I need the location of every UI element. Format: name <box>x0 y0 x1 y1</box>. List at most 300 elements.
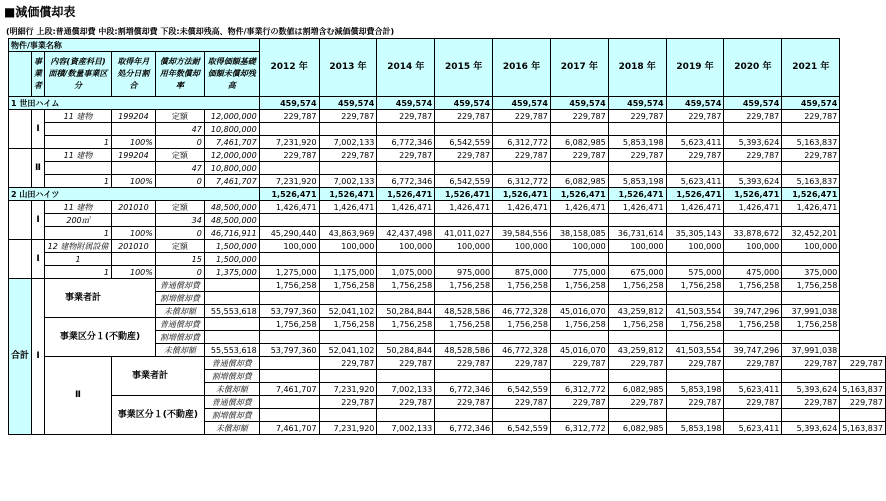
table-row <box>9 227 886 240</box>
summary-value-cell: 1,756,258 <box>259 279 319 292</box>
year-value-cell: 5,163,837 <box>782 136 840 149</box>
year-header-9: 2021 年 <box>782 39 840 97</box>
date-cell: 100% <box>111 227 155 240</box>
summary-value-cell: 1,756,258 <box>550 279 608 292</box>
summary-value-cell <box>666 331 724 344</box>
summary-value-cell: 50,284,844 <box>377 344 435 357</box>
year-header-5: 2017 年 <box>550 39 608 97</box>
summary-roman: Ⅰ <box>32 279 45 435</box>
summary-amount-cell <box>259 396 319 409</box>
depreciation-table-wrap <box>8 38 886 435</box>
amount-cell: 12,000,000 <box>204 110 259 123</box>
summary-value-cell: 39,747,296 <box>724 344 782 357</box>
summary-value-cell: 5,393,624 <box>782 383 840 396</box>
year-value-cell: 1,426,471 <box>550 201 608 214</box>
method-cell: 47 <box>155 123 204 136</box>
summary-value-cell <box>840 409 886 422</box>
year-value-cell <box>377 162 435 175</box>
content-cell: 1 <box>45 266 112 279</box>
summary-value-cell <box>377 331 435 344</box>
date-cell <box>111 214 155 227</box>
method-cell: 定額 <box>155 240 204 253</box>
summary-value-cell <box>608 409 666 422</box>
method-cell: 0 <box>155 266 204 279</box>
summary-value-cell: 229,787 <box>666 396 724 409</box>
summary-value-cell: 52,041,102 <box>319 305 377 318</box>
summary-value-cell: 37,991,038 <box>782 344 840 357</box>
group-row <box>9 188 886 201</box>
summary-row-label: 未償却額 <box>155 344 204 357</box>
summary-value-cell <box>782 331 840 344</box>
content-cell: 11 建物 <box>45 201 112 214</box>
summary-amount-cell <box>204 318 259 331</box>
header-col-e: 取得価額基礎価額未償却残高 <box>204 52 259 97</box>
year-value-cell: 6,082,985 <box>550 175 608 188</box>
summary-value-cell: 5,163,837 <box>840 422 886 435</box>
date-cell: 100% <box>111 136 155 149</box>
year-value-cell: 7,231,920 <box>259 136 319 149</box>
summary-value-cell: 48,528,586 <box>435 344 493 357</box>
summary-value-cell: 1,756,258 <box>724 318 782 331</box>
year-value-cell: 229,787 <box>435 110 493 123</box>
summary-value-cell <box>550 331 608 344</box>
year-value-cell: 229,787 <box>608 110 666 123</box>
year-value-cell <box>608 214 666 227</box>
year-value-cell <box>259 123 319 136</box>
year-value-cell: 5,623,411 <box>666 136 724 149</box>
year-value-cell: 100,000 <box>259 240 319 253</box>
summary-row <box>9 318 886 331</box>
year-value-cell: 229,787 <box>550 110 608 123</box>
depreciation-table <box>8 38 886 435</box>
year-value-cell <box>319 162 377 175</box>
year-value-cell: 229,787 <box>782 149 840 162</box>
summary-value-cell: 229,787 <box>435 357 493 370</box>
summary-value-cell: 1,756,258 <box>666 279 724 292</box>
summary-amount-cell <box>204 279 259 292</box>
year-value-cell: 1,426,471 <box>319 201 377 214</box>
year-header-4: 2016 年 <box>493 39 551 97</box>
summary-label: 合計 <box>9 279 32 435</box>
date-cell: 100% <box>111 266 155 279</box>
year-value-cell: 475,000 <box>724 266 782 279</box>
table-row <box>9 266 886 279</box>
year-value-cell: 45,290,440 <box>259 227 319 240</box>
group-total-cell: 459,574 <box>493 97 551 110</box>
summary-value-cell: 1,756,258 <box>782 318 840 331</box>
year-value-cell: 5,623,411 <box>666 175 724 188</box>
summary-value-cell: 1,756,258 <box>608 318 666 331</box>
year-value-cell: 229,787 <box>666 149 724 162</box>
summary-amount-cell: 55,553,618 <box>204 305 259 318</box>
year-value-cell: 6,312,772 <box>493 175 551 188</box>
summary-value-cell <box>724 409 782 422</box>
summary-value-cell: 1,756,258 <box>319 318 377 331</box>
year-header-8: 2020 年 <box>724 39 782 97</box>
header-col-b: 内容(資産科目)面積/数量事業区分 <box>45 52 112 97</box>
summary-value-cell: 6,772,346 <box>435 383 493 396</box>
summary-value-cell: 43,259,812 <box>608 305 666 318</box>
content-cell: 200㎡ <box>45 214 112 227</box>
summary-value-cell: 229,787 <box>550 357 608 370</box>
table-row <box>9 149 886 162</box>
year-value-cell <box>666 123 724 136</box>
year-value-cell: 1,426,471 <box>493 201 551 214</box>
year-value-cell: 100,000 <box>782 240 840 253</box>
summary-row-label: 割増償却費 <box>155 292 204 305</box>
year-value-cell: 7,231,920 <box>259 175 319 188</box>
year-value-cell: 229,787 <box>377 149 435 162</box>
year-value-cell: 229,787 <box>666 110 724 123</box>
summary-value-cell <box>435 409 493 422</box>
group-total-cell: 459,574 <box>666 97 724 110</box>
table-row <box>9 214 886 227</box>
summary-value-cell <box>782 370 840 383</box>
amount-cell: 1,375,000 <box>204 266 259 279</box>
summary-value-cell: 6,082,985 <box>608 422 666 435</box>
summary-value-cell <box>435 292 493 305</box>
summary-value-cell: 1,756,258 <box>493 318 551 331</box>
summary-value-cell <box>550 292 608 305</box>
summary-amount-cell: 55,553,618 <box>204 344 259 357</box>
year-value-cell <box>666 214 724 227</box>
year-value-cell: 5,853,198 <box>608 175 666 188</box>
table-row <box>9 123 886 136</box>
year-value-cell <box>782 162 840 175</box>
year-value-cell: 42,437,498 <box>377 227 435 240</box>
summary-value-cell <box>319 331 377 344</box>
year-value-cell <box>319 253 377 266</box>
summary-value-cell <box>259 292 319 305</box>
table-row <box>9 175 886 188</box>
summary-row <box>9 396 886 409</box>
summary-value-cell: 229,787 <box>319 396 377 409</box>
summary-row-label: 普通償却費 <box>155 318 204 331</box>
group-total-cell: 459,574 <box>319 97 377 110</box>
date-cell <box>111 123 155 136</box>
year-value-cell: 229,787 <box>782 110 840 123</box>
year-value-cell <box>782 123 840 136</box>
summary-value-cell: 41,503,554 <box>666 305 724 318</box>
summary-value-cell: 1,756,258 <box>319 279 377 292</box>
summary-value-cell <box>666 292 724 305</box>
year-value-cell: 6,772,346 <box>377 136 435 149</box>
summary-value-cell: 6,082,985 <box>608 383 666 396</box>
summary-value-cell <box>493 331 551 344</box>
date-cell <box>111 253 155 266</box>
summary-value-cell <box>435 370 493 383</box>
summary-value-cell: 45,016,070 <box>550 305 608 318</box>
indent-cell <box>9 201 32 240</box>
summary-value-cell <box>259 331 319 344</box>
year-header-2: 2014 年 <box>377 39 435 97</box>
table-row <box>9 240 886 253</box>
year-value-cell <box>435 162 493 175</box>
page-title: ■減価償却表 <box>4 5 76 19</box>
year-value-cell: 229,787 <box>319 110 377 123</box>
year-value-cell <box>435 214 493 227</box>
year-value-cell: 1,175,000 <box>319 266 377 279</box>
content-cell <box>45 123 112 136</box>
group-total-cell: 459,574 <box>608 97 666 110</box>
year-value-cell: 5,393,624 <box>724 175 782 188</box>
year-value-cell: 7,002,133 <box>319 175 377 188</box>
year-value-cell <box>550 253 608 266</box>
method-cell: 定額 <box>155 149 204 162</box>
summary-value-cell: 6,542,559 <box>493 422 551 435</box>
date-cell: 201010 <box>111 240 155 253</box>
summary-value-cell: 1,756,258 <box>435 279 493 292</box>
summary-value-cell: 229,787 <box>724 357 782 370</box>
indent-cell <box>9 240 32 279</box>
summary-value-cell <box>319 292 377 305</box>
year-value-cell <box>550 123 608 136</box>
group-total-cell: 459,574 <box>724 97 782 110</box>
year-value-cell: 1,275,000 <box>259 266 319 279</box>
date-cell: 201010 <box>111 201 155 214</box>
table-row <box>9 162 886 175</box>
year-value-cell <box>319 214 377 227</box>
content-cell: 11 建物 <box>45 149 112 162</box>
year-value-cell: 875,000 <box>493 266 551 279</box>
summary-value-cell: 48,528,586 <box>435 305 493 318</box>
year-value-cell: 229,787 <box>724 110 782 123</box>
year-value-cell: 229,787 <box>435 149 493 162</box>
year-value-cell <box>377 123 435 136</box>
year-header-3: 2015 年 <box>435 39 493 97</box>
group-total-cell: 1,526,471 <box>724 188 782 201</box>
summary-value-cell <box>840 370 886 383</box>
year-value-cell <box>608 253 666 266</box>
method-cell: 0 <box>155 227 204 240</box>
year-value-cell: 5,853,198 <box>608 136 666 149</box>
group-total-cell: 1,526,471 <box>608 188 666 201</box>
year-value-cell: 35,305,143 <box>666 227 724 240</box>
summary-value-cell: 6,772,346 <box>435 422 493 435</box>
table-body <box>9 39 886 435</box>
summary-value-cell: 5,853,198 <box>666 422 724 435</box>
summary-value-cell: 1,756,258 <box>377 318 435 331</box>
year-value-cell: 1,426,471 <box>259 201 319 214</box>
table-row <box>9 253 886 266</box>
summary-value-cell: 52,041,102 <box>319 344 377 357</box>
date-cell: 199204 <box>111 149 155 162</box>
method-cell: 15 <box>155 253 204 266</box>
year-value-cell <box>666 253 724 266</box>
summary-sub-label: 事業者計 <box>45 279 156 318</box>
summary-value-cell: 1,756,258 <box>666 318 724 331</box>
year-value-cell <box>550 214 608 227</box>
summary-value-cell <box>724 370 782 383</box>
year-value-cell: 100,000 <box>666 240 724 253</box>
summary-value-cell: 1,756,258 <box>782 279 840 292</box>
summary-value-cell: 7,231,920 <box>319 383 377 396</box>
year-value-cell: 6,312,772 <box>493 136 551 149</box>
year-value-cell: 5,393,624 <box>724 136 782 149</box>
summary-value-cell: 37,991,038 <box>782 305 840 318</box>
summary-row-label: 割増償却費 <box>155 331 204 344</box>
year-value-cell: 229,787 <box>319 149 377 162</box>
group-total-cell: 1,526,471 <box>435 188 493 201</box>
year-value-cell: 100,000 <box>435 240 493 253</box>
summary-value-cell: 7,002,133 <box>377 422 435 435</box>
year-value-cell: 229,787 <box>608 149 666 162</box>
year-value-cell: 6,542,559 <box>435 136 493 149</box>
summary-value-cell: 46,772,328 <box>493 305 551 318</box>
method-cell: 0 <box>155 136 204 149</box>
year-value-cell: 1,426,471 <box>608 201 666 214</box>
summary-value-cell <box>782 409 840 422</box>
year-value-cell <box>493 214 551 227</box>
summary-value-cell <box>493 370 551 383</box>
summary-value-cell: 229,787 <box>608 357 666 370</box>
year-value-cell <box>259 253 319 266</box>
summary-row-label: 未償却額 <box>204 383 259 396</box>
summary-row-label: 普通償却費 <box>155 279 204 292</box>
method-cell: 定額 <box>155 110 204 123</box>
summary-value-cell: 50,284,844 <box>377 305 435 318</box>
summary-value-cell: 39,747,296 <box>724 305 782 318</box>
year-value-cell: 38,158,085 <box>550 227 608 240</box>
summary-value-cell <box>493 292 551 305</box>
year-value-cell <box>377 253 435 266</box>
year-value-cell <box>724 162 782 175</box>
year-value-cell <box>666 162 724 175</box>
year-header-0: 2012 年 <box>259 39 319 97</box>
year-value-cell <box>435 253 493 266</box>
year-value-cell <box>493 123 551 136</box>
summary-row <box>9 279 886 292</box>
operator-roman: Ⅰ <box>32 110 45 149</box>
year-value-cell: 375,000 <box>782 266 840 279</box>
date-cell <box>111 162 155 175</box>
operator-roman: Ⅱ <box>32 149 45 188</box>
date-cell: 100% <box>111 175 155 188</box>
header-blank <box>9 52 32 97</box>
year-value-cell <box>493 162 551 175</box>
table-row <box>9 110 886 123</box>
amount-cell: 48,500,000 <box>204 201 259 214</box>
summary-value-cell: 229,787 <box>435 396 493 409</box>
summary-value-cell: 43,259,812 <box>608 344 666 357</box>
year-header-1: 2013 年 <box>319 39 377 97</box>
year-value-cell: 7,002,133 <box>319 136 377 149</box>
amount-cell: 10,800,000 <box>204 162 259 175</box>
group-total-cell: 1,526,471 <box>666 188 724 201</box>
amount-cell: 1,500,000 <box>204 240 259 253</box>
group-total-cell: 1,526,471 <box>319 188 377 201</box>
summary-value-cell <box>377 409 435 422</box>
summary-value-cell <box>724 292 782 305</box>
group-total-cell: 459,574 <box>782 97 840 110</box>
summary-value-cell: 46,772,328 <box>493 344 551 357</box>
content-cell: 1 <box>45 136 112 149</box>
year-value-cell: 36,731,614 <box>608 227 666 240</box>
summary-row-label: 普通償却費 <box>204 357 259 370</box>
year-value-cell: 41,011,027 <box>435 227 493 240</box>
year-value-cell: 229,787 <box>493 149 551 162</box>
summary-value-cell <box>319 370 377 383</box>
summary-value-cell: 229,787 <box>782 357 840 370</box>
year-value-cell <box>608 162 666 175</box>
summary-value-cell: 5,163,837 <box>840 383 886 396</box>
summary-value-cell: 7,231,920 <box>319 422 377 435</box>
summary-value-cell <box>377 292 435 305</box>
summary-amount-cell <box>259 409 319 422</box>
method-cell: 定額 <box>155 201 204 214</box>
year-value-cell: 43,863,969 <box>319 227 377 240</box>
year-value-cell: 229,787 <box>493 110 551 123</box>
year-value-cell <box>435 123 493 136</box>
amount-cell: 7,461,707 <box>204 136 259 149</box>
year-value-cell: 6,542,559 <box>435 175 493 188</box>
content-cell: 11 建物 <box>45 110 112 123</box>
group-row <box>9 97 886 110</box>
summary-value-cell: 229,787 <box>377 396 435 409</box>
year-value-cell: 229,787 <box>259 110 319 123</box>
summary-value-cell: 1,756,258 <box>608 279 666 292</box>
summary-value-cell: 229,787 <box>493 396 551 409</box>
year-value-cell: 100,000 <box>608 240 666 253</box>
amount-cell: 1,500,000 <box>204 253 259 266</box>
group-total-cell: 459,574 <box>377 97 435 110</box>
amount-cell: 10,800,000 <box>204 123 259 136</box>
summary-value-cell: 1,756,258 <box>377 279 435 292</box>
group-total-cell: 1,526,471 <box>493 188 551 201</box>
year-value-cell <box>259 162 319 175</box>
year-value-cell: 229,787 <box>377 110 435 123</box>
header-col-d: 償却方法耐用年数償却率 <box>155 52 204 97</box>
summary-row <box>9 357 886 370</box>
summary-value-cell: 6,542,559 <box>493 383 551 396</box>
year-value-cell: 100,000 <box>550 240 608 253</box>
year-value-cell: 6,772,346 <box>377 175 435 188</box>
group-total-cell: 1,526,471 <box>377 188 435 201</box>
summary-value-cell: 1,756,258 <box>724 279 782 292</box>
header-col-a: 事業者 <box>32 52 45 97</box>
summary-value-cell: 7,002,133 <box>377 383 435 396</box>
summary-value-cell: 229,787 <box>377 357 435 370</box>
summary-value-cell <box>377 370 435 383</box>
year-value-cell <box>608 123 666 136</box>
year-value-cell: 1,426,471 <box>724 201 782 214</box>
summary-value-cell: 53,797,360 <box>259 344 319 357</box>
summary-sub-label: 事業区分１(不動産) <box>45 318 156 357</box>
year-value-cell <box>782 253 840 266</box>
method-cell: 34 <box>155 214 204 227</box>
summary-value-cell <box>608 331 666 344</box>
year-value-cell: 775,000 <box>550 266 608 279</box>
table-row <box>9 136 886 149</box>
method-cell: 0 <box>155 175 204 188</box>
year-value-cell: 32,452,201 <box>782 227 840 240</box>
summary-value-cell: 5,623,411 <box>724 422 782 435</box>
summary-value-cell: 229,787 <box>724 396 782 409</box>
year-value-cell: 100,000 <box>724 240 782 253</box>
summary-value-cell <box>435 331 493 344</box>
summary-amount-cell: 7,461,707 <box>259 383 319 396</box>
year-value-cell <box>493 253 551 266</box>
year-value-cell: 675,000 <box>608 266 666 279</box>
group-total-cell: 1,526,471 <box>259 188 319 201</box>
summary-sub-label: 事業者計 <box>111 357 204 396</box>
summary-value-cell: 5,623,411 <box>724 383 782 396</box>
year-value-cell: 229,787 <box>550 149 608 162</box>
method-cell: 47 <box>155 162 204 175</box>
summary-roman: Ⅱ <box>45 357 112 435</box>
content-cell: 1 <box>45 227 112 240</box>
page-subtitle: (明細行 上段:普通償却費 中段:割増償却費 下段:未償却残高、物件/事業行の数値は割増含む減価償却費合計) <box>6 27 395 36</box>
